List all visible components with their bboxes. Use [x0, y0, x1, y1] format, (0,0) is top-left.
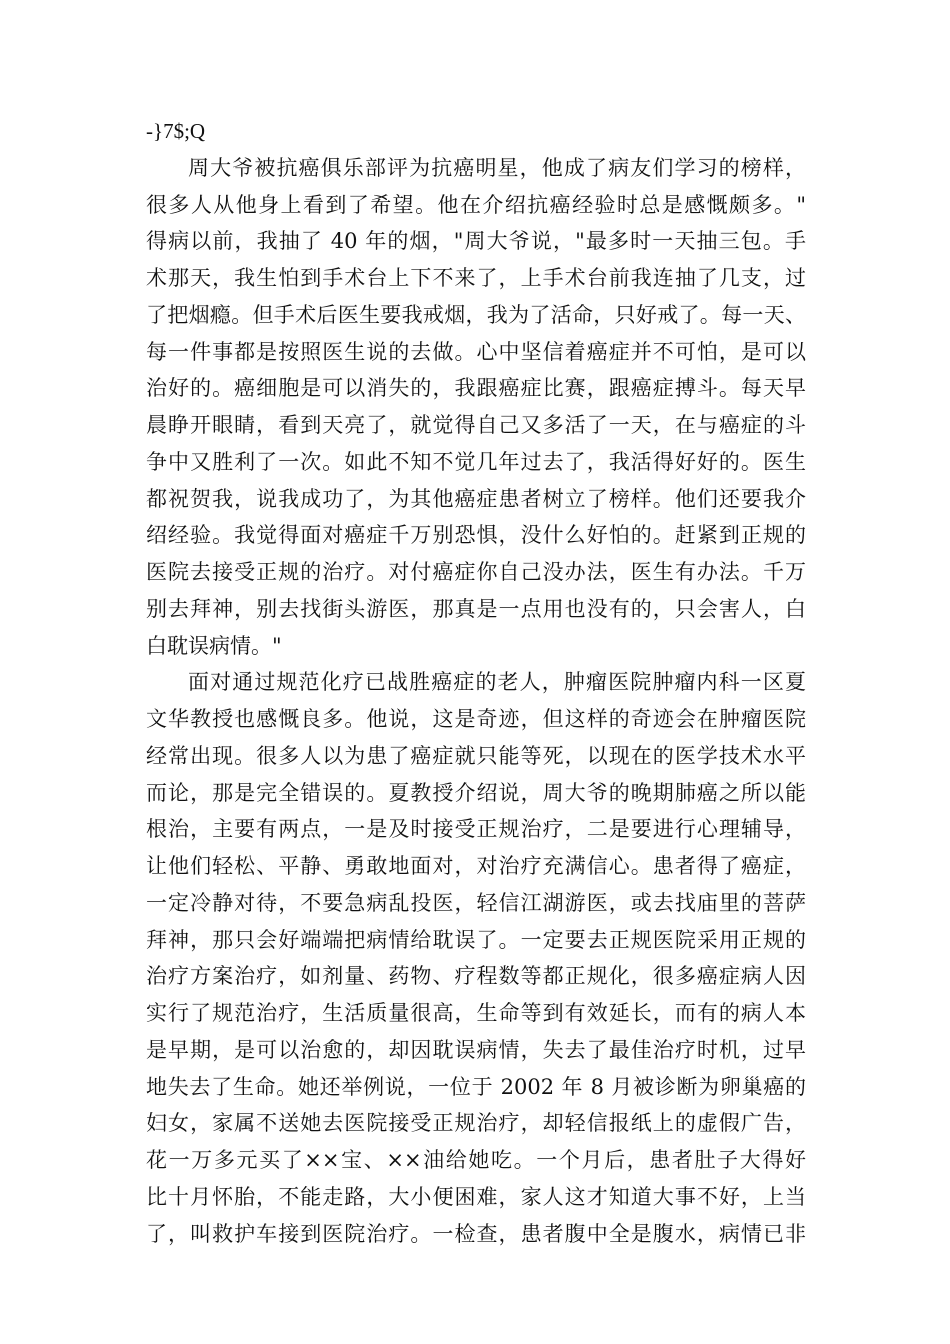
text-line: 一定冷静对待，不要急病乱投医，轻信江湖游医，或去找庙里的菩萨 [146, 890, 806, 915]
text-line: 根治，主要有两点，一是及时接受正规治疗，二是要进行心理辅导， [146, 817, 806, 842]
text-line: 而论，那是完全错误的。夏教授介绍说，周大爷的晚期肺癌之所以能 [146, 780, 806, 805]
text-line: 术那天，我生怕到手术台上下不来了，上手术台前我连抽了几支，过 [146, 266, 806, 290]
text-line: 比十月怀胎，不能走路，大小便困难，家人这才知道大事不好，上当 [146, 1184, 806, 1209]
text-line: 得病以前，我抽了 40 年的烟，"周大爷说，"最多时一天抽三包。手 [146, 229, 806, 254]
text-line: 花一万多元买了××宝、××油给她吃。一个月后，患者肚子大得好 [146, 1148, 806, 1172]
text-line: 是早期，是可以治愈的，却因耽误病情，失去了最佳治疗时机，过早 [146, 1037, 806, 1062]
text-line: 别去拜神，别去找街头游医，那真是一点用也没有的，只会害人，白 [146, 596, 806, 621]
text-line: 经常出现。很多人以为患了癌症就只能等死，以现在的医学技术水平 [146, 743, 806, 768]
text-line: 白耽误病情。" [146, 633, 282, 658]
text-line: 周大爷被抗癌俱乐部评为抗癌明星，他成了病友们学习的榜样， [188, 155, 806, 180]
text-line: 拜神，那只会好端端把病情给耽误了。一定要去正规医院采用正规的 [146, 927, 806, 952]
text-line: 实行了规范治疗，生活质量很高，生命等到有效延长，而有的病人本 [146, 1001, 806, 1025]
text-line: 争中又胜利了一次。如此不知不觉几年过去了，我活得好好的。医生 [146, 449, 806, 474]
text-line: 绍经验。我觉得面对癌症千万别恐惧，没什么好怕的。赶紧到正规的 [146, 523, 806, 548]
text-line: 晨睁开眼睛，看到天亮了，就觉得自己又多活了一天，在与癌症的斗 [146, 413, 806, 437]
document-body [146, 113, 806, 1252]
text-line: 面对通过规范化疗已战胜癌症的老人，肿瘤医院肿瘤内科一区夏 [188, 670, 806, 695]
text-line: 每一件事都是按照医生说的去做。心中坚信着癌症并不可怕，是可以 [146, 339, 806, 364]
text-line: 很多人从他身上看到了希望。他在介绍抗癌经验时总是感慨颇多。" [146, 192, 806, 217]
text-line: 文华教授也感慨良多。他说，这是奇迹，但这样的奇迹会在肿瘤医院 [146, 707, 806, 731]
text-line: 治好的。癌细胞是可以消失的，我跟癌症比赛，跟癌症搏斗。每天早 [146, 376, 806, 401]
text-line: 了，叫救护车接到医院治疗。一检查，患者腹中全是腹水，病情已非 [146, 1221, 806, 1246]
text-line: 让他们轻松、平静、勇敢地面对，对治疗充满信心。患者得了癌症， [146, 854, 806, 878]
text-line: 治疗方案治疗，如剂量、药物、疗程数等都正规化，很多癌症病人因 [146, 964, 806, 989]
text-line: 地失去了生命。她还举例说，一位于 2002 年 8 月被诊断为卵巢癌的 [146, 1074, 806, 1099]
text-line: 医院去接受正规的治疗。对付癌症你自己没办法，医生有办法。千万 [146, 560, 806, 584]
text-line: 都祝贺我，说我成功了，为其他癌症患者树立了榜样。他们还要我介 [146, 486, 806, 511]
text-line: 了把烟瘾。但手术后医生要我戒烟，我为了活命，只好戒了。每一天、 [146, 302, 806, 327]
text-line: 妇女，家属不送她去医院接受正规治疗，却轻信报纸上的虚假广告， [146, 1111, 806, 1136]
document-header-text: -}7$;Q [146, 119, 206, 143]
